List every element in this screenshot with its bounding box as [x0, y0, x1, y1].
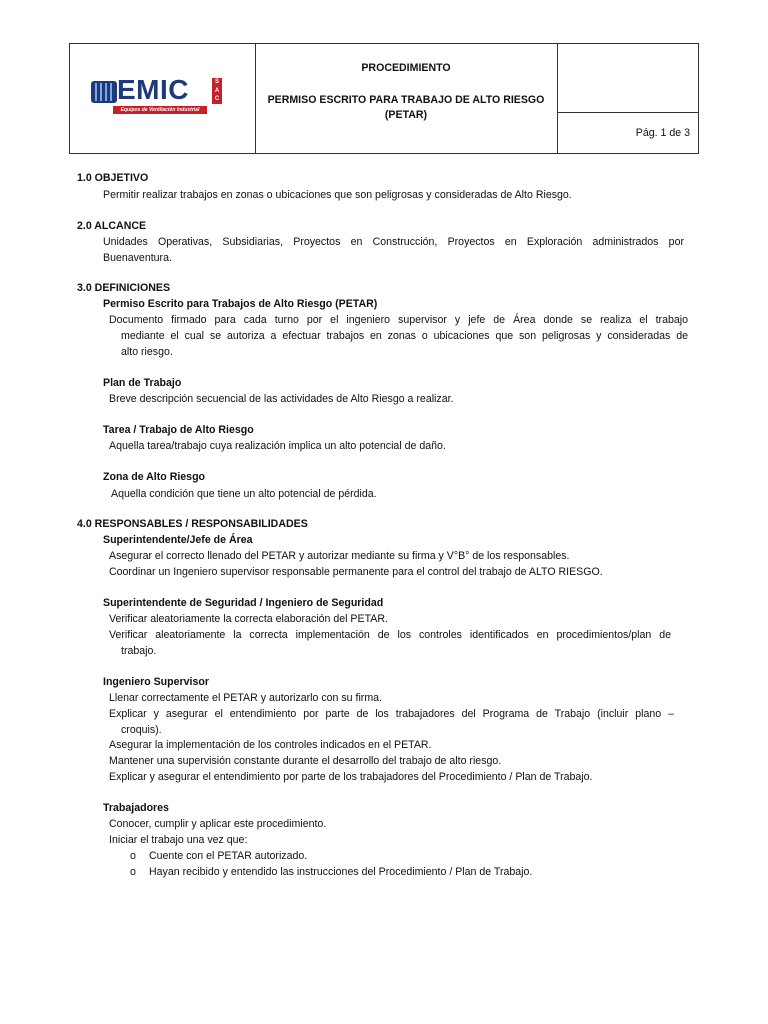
fan-icon — [91, 81, 117, 103]
definition-petar-line1: Documento firmado para cada turno por el ingeniero supervisor y jefe de Área donde se realiza el trabajo — [109, 314, 688, 326]
role-ingeniero-line2: Explicar y asegurar el entendimiento por parte de los trabajadores del Programa de Trabajo (incluir plano – — [109, 708, 674, 720]
logo-wordmark: EMIC — [117, 74, 189, 105]
role-trabajadores-line2: Iniciar el trabajo una vez que: — [109, 834, 248, 846]
logo-tagline: Equipos de Ventilación Industrial — [113, 106, 207, 114]
role-superintendente-line1: Asegurar el correcto llenado del PETAR y autorizar mediante su firma y V°B° de los responsables. — [109, 550, 570, 562]
definition-term-zona: Zona de Alto Riesgo — [103, 471, 206, 483]
alcance-text-line2: Buenaventura. — [103, 252, 172, 264]
role-seguridad-line2: Verificar aleatoriamente la correcta implementación de los controles identificados en procedimientos/plan de — [109, 629, 671, 641]
role-ingeniero-line3: croquis). — [121, 724, 162, 736]
definition-tarea-text: Aquella tarea/trabajo cuya realización implica un alto potencial de daño. — [109, 440, 446, 452]
document-title: PERMISO ESCRITO PARA TRABAJO DE ALTO RIESGO — [267, 94, 545, 106]
bullet-icon: o — [130, 866, 136, 878]
definition-zona-text: Aquella condición que tiene un alto potencial de pérdida. — [111, 488, 377, 500]
role-superintendente: Superintendente/Jefe de Área — [103, 534, 253, 546]
role-ingeniero-line6: Explicar y asegurar el entendimiento por parte de los trabajadores del Procedimiento / Plan de Trabajo. — [109, 771, 593, 783]
role-ingeniero-line4: Asegurar la implementación de los controles indicados en el PETAR. — [109, 739, 432, 751]
role-ingeniero-line5: Mantener una supervisión constante durante el desarrollo del trabajo de alto riesgo. — [109, 755, 502, 767]
definition-term-plan: Plan de Trabajo — [103, 377, 182, 389]
objetivo-text: Permitir realizar trabajos en zonas o ubicaciones que son peligrosas y consideradas de Alto Riesgo. — [103, 189, 572, 201]
definition-term-petar: Permiso Escrito para Trabajos de Alto Riesgo (PETAR) — [103, 298, 378, 310]
role-seguridad: Superintendente de Seguridad / Ingeniero de Seguridad — [103, 597, 384, 609]
section-heading-responsables: 4.0 RESPONSABLES / RESPONSABILIDADES — [77, 518, 308, 530]
role-trabajadores: Trabajadores — [103, 802, 169, 814]
page-number: Pág. 1 de 3 — [635, 127, 690, 139]
role-superintendente-line2: Coordinar un Ingeniero supervisor responsable permanente para el control del trabajo de ALTO RIESGO. — [109, 566, 603, 578]
bullet-icon: o — [130, 850, 136, 862]
definition-plan-text: Breve descripción secuencial de las actividades de Alto Riesgo a realizar. — [109, 393, 454, 405]
role-trabajadores-line1: Conocer, cumplir y aplicar este procedimiento. — [109, 818, 327, 830]
role-seguridad-line1: Verificar aleatoriamente la correcta elaboración del PETAR. — [109, 613, 388, 625]
logo-cell — [70, 44, 256, 153]
company-logo — [91, 74, 231, 118]
definition-petar-line2: mediante el cual se autoriza a efectuar trabajos en zonas o ubicaciones que son peligrosas y consideradas de — [121, 330, 688, 342]
role-seguridad-line3: trabajo. — [121, 645, 157, 657]
section-heading-objetivo: 1.0 OBJETIVO — [77, 172, 149, 184]
section-heading-alcance: 2.0 ALCANCE — [77, 220, 147, 232]
bullet-item-1: Cuente con el PETAR autorizado. — [149, 850, 308, 862]
logo-suffix: S A C — [212, 78, 222, 104]
definition-petar-line3: alto riesgo. — [121, 346, 173, 358]
definition-term-tarea: Tarea / Trabajo de Alto Riesgo — [103, 424, 254, 436]
document-type: PROCEDIMIENTO — [361, 62, 451, 74]
role-ingeniero: Ingeniero Supervisor — [103, 676, 209, 688]
bullet-item-2: Hayan recibido y entendido las instrucciones del Procedimiento / Plan de Trabajo. — [149, 866, 533, 878]
title-cell — [255, 44, 558, 153]
empty-cell — [558, 44, 698, 113]
section-heading-definiciones: 3.0 DEFINICIONES — [77, 282, 171, 294]
document-header-table — [69, 43, 699, 154]
alcance-text-line1: Unidades Operativas, Subsidiarias, Proyectos en Construcción, Proyectos en Exploración administrados por — [103, 236, 684, 248]
document-title-acronym: (PETAR) — [384, 109, 428, 121]
role-ingeniero-line1: Llenar correctamente el PETAR y autorizarlo con su firma. — [109, 692, 382, 704]
page-cell — [558, 44, 698, 153]
